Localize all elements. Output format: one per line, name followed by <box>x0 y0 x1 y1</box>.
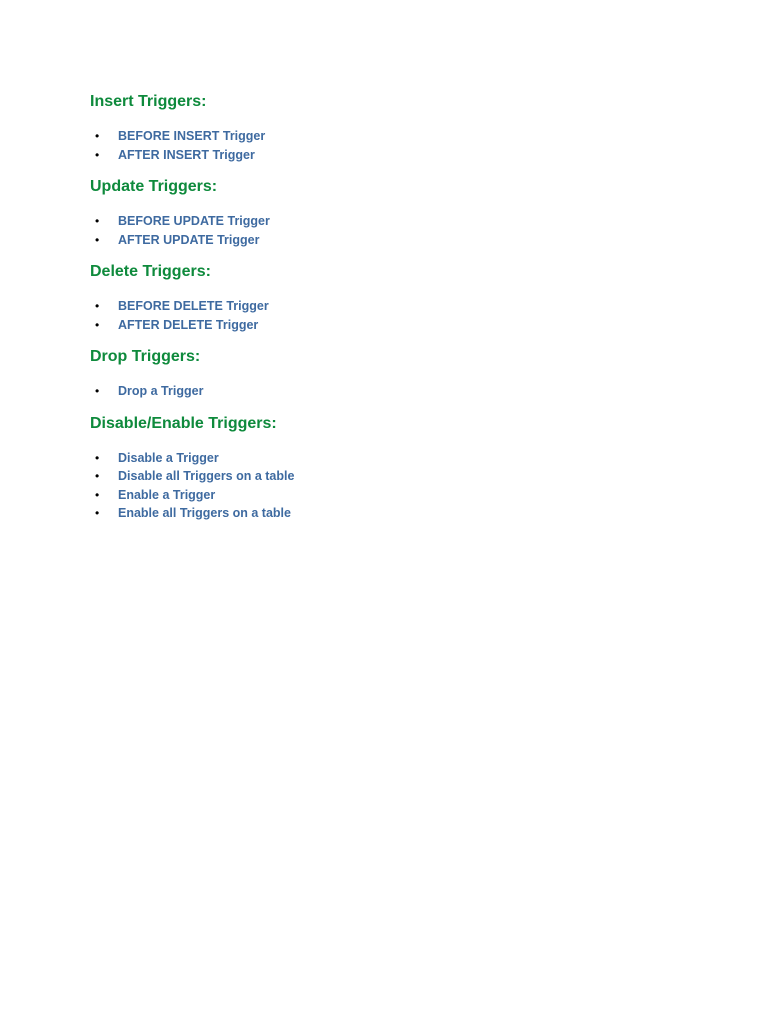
bullet-icon: • <box>95 469 100 483</box>
list-item <box>90 127 690 146</box>
list-item <box>90 504 690 523</box>
list-item <box>90 449 690 468</box>
link-disable-a-trigger[interactable]: Disable a Trigger <box>118 450 219 465</box>
trigger-list-insert <box>90 127 690 164</box>
section-heading-disable-enable-triggers: Disable/Enable Triggers: <box>90 414 277 432</box>
bullet-icon: • <box>95 487 100 502</box>
section-heading-delete-triggers: Delete Triggers: <box>90 263 211 280</box>
list-item <box>90 212 690 231</box>
bullet-icon: • <box>95 129 100 143</box>
link-enable-a-trigger[interactable]: Enable a Trigger <box>118 487 216 502</box>
link-drop-a-trigger[interactable]: Drop a Trigger <box>118 384 204 398</box>
link-after-insert-trigger[interactable]: AFTER INSERT Trigger <box>118 147 255 162</box>
list-item <box>90 486 690 505</box>
document-content <box>90 91 690 535</box>
list-item <box>90 316 690 335</box>
bullet-icon: • <box>95 384 100 398</box>
bullet-icon: • <box>95 147 100 162</box>
list-item <box>90 382 690 401</box>
trigger-list-update <box>90 212 690 249</box>
list-item <box>90 467 690 486</box>
link-disable-all-triggers-on-a-table[interactable]: Disable all Triggers on a table <box>118 469 295 483</box>
list-item <box>90 297 690 316</box>
link-before-insert-trigger[interactable]: BEFORE INSERT Trigger <box>118 129 266 143</box>
trigger-list-delete <box>90 297 690 334</box>
bullet-icon: • <box>95 232 100 247</box>
bullet-icon: • <box>95 299 100 313</box>
trigger-list-disable-enable <box>90 449 690 523</box>
section-heading-update-triggers: Update Triggers: <box>90 178 218 195</box>
section-heading-insert-triggers: Insert Triggers: <box>90 93 207 110</box>
link-after-delete-trigger[interactable]: AFTER DELETE Trigger <box>118 317 259 332</box>
bullet-icon: • <box>95 450 100 465</box>
list-item <box>90 146 690 165</box>
link-after-update-trigger[interactable]: AFTER UPDATE Trigger <box>118 232 260 247</box>
bullet-icon: • <box>95 317 100 332</box>
trigger-list-drop <box>90 382 690 401</box>
bullet-icon: • <box>95 214 100 228</box>
link-before-update-trigger[interactable]: BEFORE UPDATE Trigger <box>118 214 270 228</box>
section-heading-drop-triggers: Drop Triggers: <box>90 348 201 365</box>
link-enable-all-triggers-on-a-table[interactable]: Enable all Triggers on a table <box>118 506 291 520</box>
list-item <box>90 231 690 250</box>
bullet-icon: • <box>95 506 100 520</box>
link-before-delete-trigger[interactable]: BEFORE DELETE Trigger <box>118 299 269 313</box>
